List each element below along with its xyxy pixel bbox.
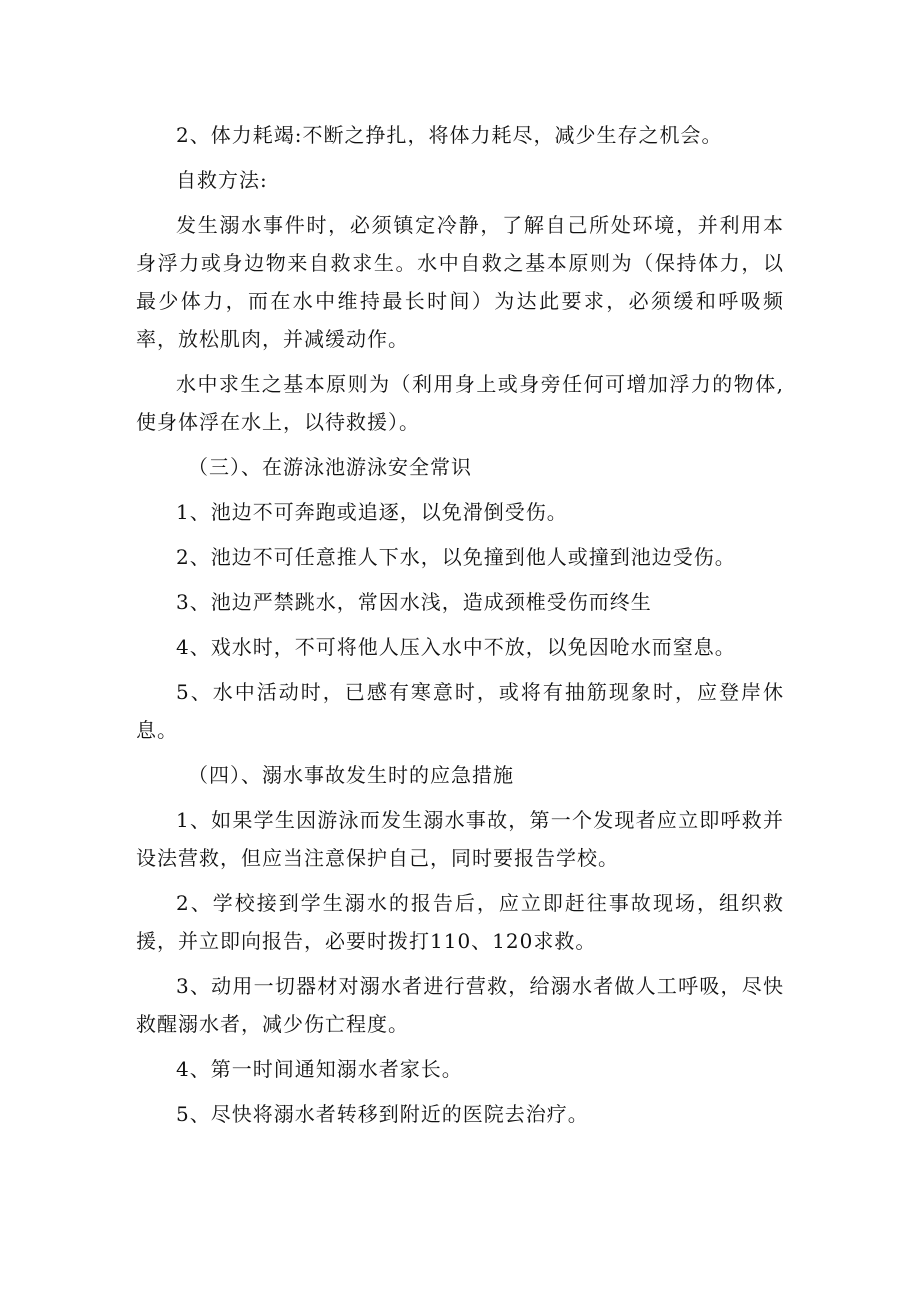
list-item: 3、池边严禁跳水，常因水浅，造成颈椎受伤而终生: [176, 590, 652, 614]
list-item: 4、第一时间通知溺水者家长。: [176, 1057, 463, 1081]
paragraph-survival-principle: 水中求生之基本原则为（利用身上或身旁任何可增加浮力的物体,使身体浮在水上，以待救援）。: [136, 372, 784, 434]
list-item-exhaustion: 2、体力耗竭:不断之挣扎，将体力耗尽，减少生存之机会。: [176, 123, 723, 147]
list-item: 2、学校接到学生溺水的报告后，应立即赶往事故现场，组织救援，并立即向报告，必要时拨打110、120求救。: [136, 891, 784, 953]
list-item: 3、动用一切器材对溺水者进行营救，给溺水者做人工呼吸，尽快救醒溺水者，减少伤亡程度。: [136, 974, 784, 1036]
list-item: 2、池边不可任意推人下水，以免撞到他人或撞到池边受伤。: [176, 545, 736, 569]
paragraph-self-rescue: 发生溺水事件时，必须镇定冷静，了解自己所处环境，并利用本身浮力或身边物来自救求生。水中自救之基本原则为（保持体力，以最少体力，而在水中维持最长时间）为达此要求，必须缓和呼吸频率，放松肌肉，并减缓动作。: [136, 213, 784, 351]
list-item: 4、戏水时，不可将他人压入水中不放，以免因呛水而窒息。: [176, 635, 736, 659]
section-heading-pool-safety: （三）、在游泳池游泳安全常识: [188, 455, 472, 479]
list-item: 5、水中活动时，已感有寒意时，或将有抽筋现象时，应登岸休息。: [136, 680, 784, 742]
list-item: 5、尽快将溺水者转移到附近的医院去治疗。: [176, 1102, 589, 1126]
list-item: 1、如果学生因游泳而发生溺水事故，第一个发现者应立即呼救并设法营救，但应当注意保护自己，同时要报告学校。: [136, 808, 784, 870]
document-body: [136, 116, 784, 1140]
list-item: 1、池边不可奔跑或追逐，以免滑倒受伤。: [176, 500, 568, 524]
section-label-self-rescue: 自救方法:: [176, 168, 268, 192]
section-heading-emergency-measures: （四）、溺水事故发生时的应急措施: [188, 763, 514, 787]
